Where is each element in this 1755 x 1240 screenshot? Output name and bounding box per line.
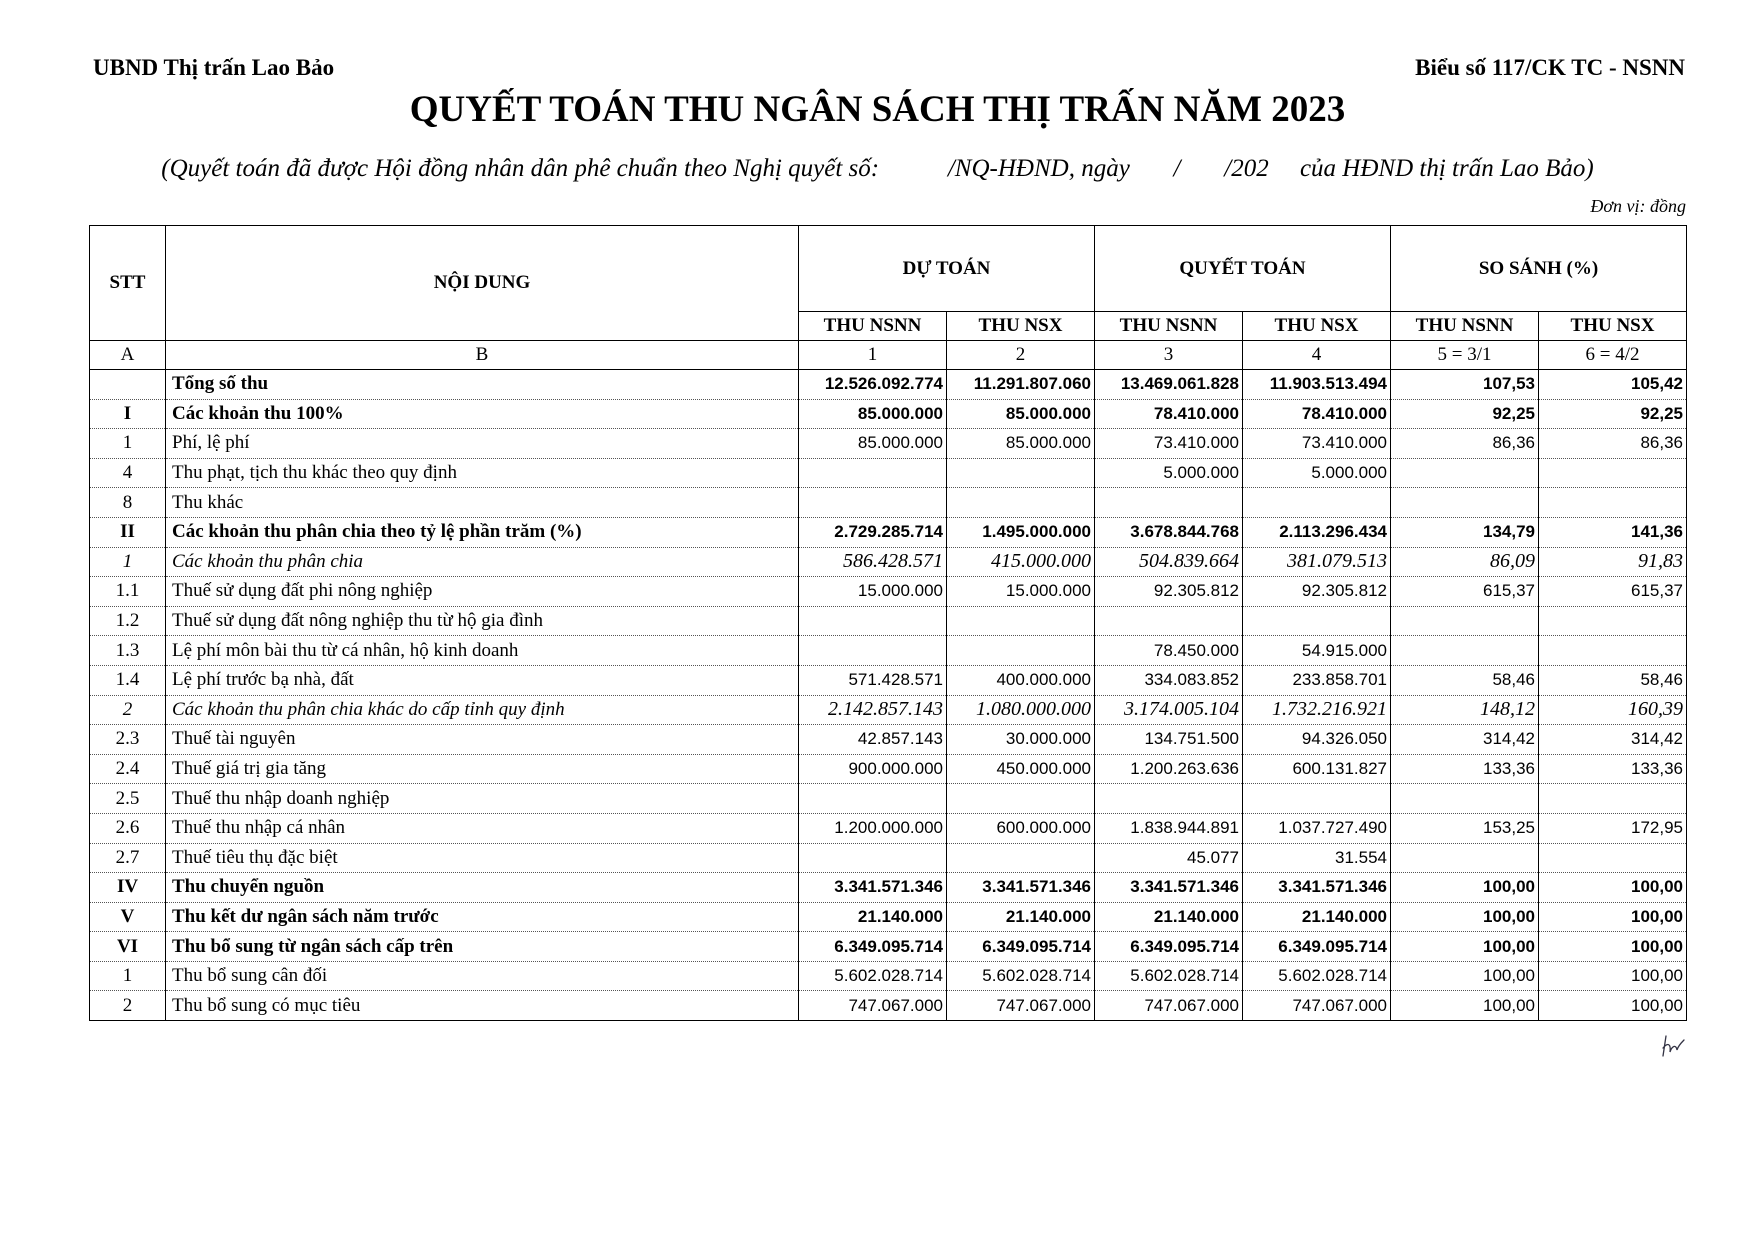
value-cell (1391, 636, 1539, 666)
value-cell: 747.067.000 (1243, 991, 1391, 1021)
content-cell: Tổng số thu (166, 370, 799, 400)
index-cell: 3 (1095, 341, 1243, 370)
table-row (90, 725, 1687, 755)
value-cell: 100,00 (1539, 991, 1687, 1021)
value-cell (1539, 606, 1687, 636)
stt-cell: 4 (90, 458, 166, 488)
value-cell: 5.602.028.714 (799, 961, 947, 991)
value-cell (1095, 488, 1243, 518)
value-cell: 1.080.000.000 (947, 695, 1095, 725)
stt-cell: 1.3 (90, 636, 166, 666)
value-cell: 31.554 (1243, 843, 1391, 873)
value-cell: 148,12 (1391, 695, 1539, 725)
content-cell: Thu phạt, tịch thu khác theo quy định (166, 458, 799, 488)
value-cell: 15.000.000 (947, 577, 1095, 607)
value-cell (799, 843, 947, 873)
value-cell: 600.000.000 (947, 813, 1095, 843)
value-cell: 100,00 (1539, 902, 1687, 932)
value-cell: 504.839.664 (1095, 547, 1243, 577)
value-cell: 100,00 (1539, 873, 1687, 903)
table-row (90, 902, 1687, 932)
value-cell: 2.729.285.714 (799, 517, 947, 547)
content-cell: Các khoản thu 100% (166, 399, 799, 429)
value-cell: 1.037.727.490 (1243, 813, 1391, 843)
value-cell: 233.858.701 (1243, 665, 1391, 695)
stt-cell (90, 370, 166, 400)
value-cell: 2.142.857.143 (799, 695, 947, 725)
content-cell: Lệ phí trước bạ nhà, đất (166, 665, 799, 695)
value-cell: 6.349.095.714 (1095, 932, 1243, 962)
content-cell: Thu khác (166, 488, 799, 518)
value-cell: 3.341.571.346 (1243, 873, 1391, 903)
value-cell: 78.410.000 (1095, 399, 1243, 429)
header-thu-nsx: THU NSX (1539, 312, 1687, 341)
table-row (90, 577, 1687, 607)
value-cell: 100,00 (1391, 873, 1539, 903)
stt-cell: VI (90, 932, 166, 962)
content-cell: Thuế sử dụng đất nông nghiệp thu từ hộ gia đình (166, 606, 799, 636)
header-thu-nsx: THU NSX (947, 312, 1095, 341)
value-cell (799, 636, 947, 666)
table-row (90, 606, 1687, 636)
value-cell: 3.341.571.346 (1095, 873, 1243, 903)
value-cell: 450.000.000 (947, 754, 1095, 784)
value-cell: 571.428.571 (799, 665, 947, 695)
stt-cell: 1 (90, 547, 166, 577)
value-cell (1539, 843, 1687, 873)
stt-cell: 2 (90, 991, 166, 1021)
content-cell: Thu bổ sung từ ngân sách cấp trên (166, 932, 799, 962)
value-cell: 3.678.844.768 (1095, 517, 1243, 547)
value-cell: 78.410.000 (1243, 399, 1391, 429)
stt-cell: 2 (90, 695, 166, 725)
index-cell: A (90, 341, 166, 370)
value-cell: 141,36 (1539, 517, 1687, 547)
value-cell (799, 458, 947, 488)
page-subtitle: (Quyết toán đã được Hội đồng nhân dân phê chuẩn theo Nghị quyết số: /NQ-HĐND, ngày / /202 của HĐND thị trấn Lao Bảo) (161, 155, 1594, 182)
value-cell: 747.067.000 (1095, 991, 1243, 1021)
table-row (90, 813, 1687, 843)
value-cell: 5.602.028.714 (947, 961, 1095, 991)
value-cell: 314,42 (1539, 725, 1687, 755)
stt-cell: 2.5 (90, 784, 166, 814)
content-cell: Thuế tài nguyên (166, 725, 799, 755)
value-cell: 78.450.000 (1095, 636, 1243, 666)
value-cell: 747.067.000 (799, 991, 947, 1021)
content-cell: Thuế thu nhập cá nhân (166, 813, 799, 843)
value-cell: 42.857.143 (799, 725, 947, 755)
value-cell: 11.903.513.494 (1243, 370, 1391, 400)
content-cell: Thu bổ sung có mục tiêu (166, 991, 799, 1021)
value-cell: 11.291.807.060 (947, 370, 1095, 400)
table-body (90, 370, 1687, 1021)
table-row (90, 873, 1687, 903)
header-du-toan: DỰ TOÁN (799, 226, 1095, 312)
value-cell: 133,36 (1391, 754, 1539, 784)
value-cell: 73.410.000 (1243, 429, 1391, 459)
value-cell: 91,83 (1539, 547, 1687, 577)
value-cell (947, 843, 1095, 873)
value-cell: 900.000.000 (799, 754, 947, 784)
value-cell: 85.000.000 (799, 399, 947, 429)
value-cell: 86,36 (1391, 429, 1539, 459)
value-cell: 92.305.812 (1095, 577, 1243, 607)
value-cell: 381.079.513 (1243, 547, 1391, 577)
table-row (90, 636, 1687, 666)
value-cell: 92.305.812 (1243, 577, 1391, 607)
value-cell: 1.200.263.636 (1095, 754, 1243, 784)
header-thu-nsx: THU NSX (1243, 312, 1391, 341)
value-cell: 133,36 (1539, 754, 1687, 784)
value-cell: 1.732.216.921 (1243, 695, 1391, 725)
value-cell: 160,39 (1539, 695, 1687, 725)
header-content: NỘI DUNG (166, 226, 799, 341)
value-cell: 415.000.000 (947, 547, 1095, 577)
value-cell: 100,00 (1391, 932, 1539, 962)
value-cell: 6.349.095.714 (799, 932, 947, 962)
value-cell (947, 488, 1095, 518)
form-number: Biểu số 117/CK TC - NSNN (1415, 55, 1685, 80)
table-row (90, 843, 1687, 873)
value-cell: 615,37 (1539, 577, 1687, 607)
value-cell: 94.326.050 (1243, 725, 1391, 755)
value-cell (1095, 606, 1243, 636)
value-cell: 334.083.852 (1095, 665, 1243, 695)
value-cell (947, 636, 1095, 666)
table-row (90, 458, 1687, 488)
stt-cell: II (90, 517, 166, 547)
value-cell (1539, 488, 1687, 518)
value-cell (1539, 784, 1687, 814)
value-cell: 134,79 (1391, 517, 1539, 547)
table-row (90, 517, 1687, 547)
value-cell: 6.349.095.714 (947, 932, 1095, 962)
table-row (90, 429, 1687, 459)
value-cell (1539, 458, 1687, 488)
value-cell: 30.000.000 (947, 725, 1095, 755)
stt-cell: IV (90, 873, 166, 903)
value-cell: 100,00 (1391, 961, 1539, 991)
stt-cell: 2.7 (90, 843, 166, 873)
value-cell: 13.469.061.828 (1095, 370, 1243, 400)
value-cell (1243, 606, 1391, 636)
header-thu-nsnn: THU NSNN (799, 312, 947, 341)
index-cell: 1 (799, 341, 947, 370)
page-title: QUYẾT TOÁN THU NGÂN SÁCH THỊ TRẤN NĂM 2023 (409, 89, 1346, 130)
value-cell (1243, 784, 1391, 814)
value-cell: 58,46 (1539, 665, 1687, 695)
value-cell: 5.602.028.714 (1243, 961, 1391, 991)
value-cell: 86,09 (1391, 547, 1539, 577)
value-cell: 314,42 (1391, 725, 1539, 755)
value-cell: 172,95 (1539, 813, 1687, 843)
content-cell: Thuế sử dụng đất phi nông nghiệp (166, 577, 799, 607)
value-cell: 21.140.000 (1243, 902, 1391, 932)
value-cell: 6.349.095.714 (1243, 932, 1391, 962)
content-cell: Lệ phí môn bài thu từ cá nhân, hộ kinh doanh (166, 636, 799, 666)
value-cell: 153,25 (1391, 813, 1539, 843)
value-cell: 3.341.571.346 (799, 873, 947, 903)
stt-cell: 8 (90, 488, 166, 518)
value-cell: 2.113.296.434 (1243, 517, 1391, 547)
value-cell: 5.602.028.714 (1095, 961, 1243, 991)
content-cell: Các khoản thu phân chia theo tỷ lệ phần trăm (%) (166, 517, 799, 547)
value-cell: 1.200.000.000 (799, 813, 947, 843)
content-cell: Thuế thu nhập doanh nghiệp (166, 784, 799, 814)
value-cell (1391, 843, 1539, 873)
value-cell (1391, 458, 1539, 488)
header-thu-nsnn: THU NSNN (1391, 312, 1539, 341)
header-so-sanh: SO SÁNH (%) (1391, 226, 1687, 312)
value-cell: 21.140.000 (1095, 902, 1243, 932)
value-cell (947, 784, 1095, 814)
stt-cell: 2.3 (90, 725, 166, 755)
value-cell: 54.915.000 (1243, 636, 1391, 666)
index-cell: 4 (1243, 341, 1391, 370)
content-cell: Thu kết dư ngân sách năm trước (166, 902, 799, 932)
stt-cell: V (90, 902, 166, 932)
value-cell: 600.131.827 (1243, 754, 1391, 784)
table-row (90, 665, 1687, 695)
value-cell (1095, 784, 1243, 814)
value-cell: 100,00 (1391, 991, 1539, 1021)
table-row (90, 784, 1687, 814)
value-cell: 615,37 (1391, 577, 1539, 607)
value-cell: 85.000.000 (947, 429, 1095, 459)
value-cell: 85.000.000 (947, 399, 1095, 429)
value-cell (1243, 488, 1391, 518)
stt-cell: 1.2 (90, 606, 166, 636)
budget-table (89, 225, 1687, 1021)
value-cell (799, 488, 947, 518)
table-row (90, 547, 1687, 577)
index-cell: 5 = 3/1 (1391, 341, 1539, 370)
value-cell: 73.410.000 (1095, 429, 1243, 459)
table-row (90, 961, 1687, 991)
stt-cell: 1.4 (90, 665, 166, 695)
table-row (90, 932, 1687, 962)
content-cell: Các khoản thu phân chia (166, 547, 799, 577)
value-cell: 15.000.000 (799, 577, 947, 607)
value-cell: 85.000.000 (799, 429, 947, 459)
value-cell (1539, 636, 1687, 666)
value-cell: 92,25 (1391, 399, 1539, 429)
header-stt: STT (90, 226, 166, 341)
value-cell: 21.140.000 (947, 902, 1095, 932)
value-cell (799, 784, 947, 814)
table-row (90, 754, 1687, 784)
content-cell: Thu chuyển nguồn (166, 873, 799, 903)
value-cell (947, 606, 1095, 636)
stt-cell: 1 (90, 961, 166, 991)
content-cell: Thu bổ sung cân đối (166, 961, 799, 991)
unit-note: Đơn vị: đồng (1590, 196, 1686, 216)
content-cell: Phí, lệ phí (166, 429, 799, 459)
table-row (90, 695, 1687, 725)
stt-cell: 2.6 (90, 813, 166, 843)
stt-cell: 2.4 (90, 754, 166, 784)
value-cell: 3.341.571.346 (947, 873, 1095, 903)
stt-cell: 1.1 (90, 577, 166, 607)
header-thu-nsnn: THU NSNN (1095, 312, 1243, 341)
value-cell: 21.140.000 (799, 902, 947, 932)
value-cell: 12.526.092.774 (799, 370, 947, 400)
table-row (90, 991, 1687, 1021)
table-row (90, 488, 1687, 518)
value-cell: 747.067.000 (947, 991, 1095, 1021)
index-cell: B (166, 341, 799, 370)
value-cell (1391, 606, 1539, 636)
stt-cell: I (90, 399, 166, 429)
value-cell: 400.000.000 (947, 665, 1095, 695)
content-cell: Các khoản thu phân chia khác do cấp tỉnh quy định (166, 695, 799, 725)
table-row (90, 370, 1687, 400)
value-cell: 5.000.000 (1243, 458, 1391, 488)
value-cell (947, 458, 1095, 488)
value-cell (799, 606, 947, 636)
table-row (90, 399, 1687, 429)
value-cell (1391, 488, 1539, 518)
value-cell: 105,42 (1539, 370, 1687, 400)
index-cell: 6 = 4/2 (1539, 341, 1687, 370)
value-cell: 134.751.500 (1095, 725, 1243, 755)
content-cell: Thuế tiêu thụ đặc biệt (166, 843, 799, 873)
value-cell: 107,53 (1391, 370, 1539, 400)
value-cell: 1.495.000.000 (947, 517, 1095, 547)
value-cell: 5.000.000 (1095, 458, 1243, 488)
value-cell: 100,00 (1391, 902, 1539, 932)
column-index-row (90, 341, 1687, 370)
signature-mark-icon (1660, 1032, 1686, 1060)
value-cell: 3.174.005.104 (1095, 695, 1243, 725)
value-cell: 586.428.571 (799, 547, 947, 577)
value-cell: 58,46 (1391, 665, 1539, 695)
value-cell (1391, 784, 1539, 814)
issuing-authority: UBND Thị trấn Lao Bảo (93, 55, 335, 80)
stt-cell: 1 (90, 429, 166, 459)
header-quyet-toan: QUYẾT TOÁN (1095, 226, 1391, 312)
value-cell: 45.077 (1095, 843, 1243, 873)
value-cell: 86,36 (1539, 429, 1687, 459)
value-cell: 100,00 (1539, 961, 1687, 991)
value-cell: 92,25 (1539, 399, 1687, 429)
value-cell: 100,00 (1539, 932, 1687, 962)
index-cell: 2 (947, 341, 1095, 370)
value-cell: 1.838.944.891 (1095, 813, 1243, 843)
content-cell: Thuế giá trị gia tăng (166, 754, 799, 784)
